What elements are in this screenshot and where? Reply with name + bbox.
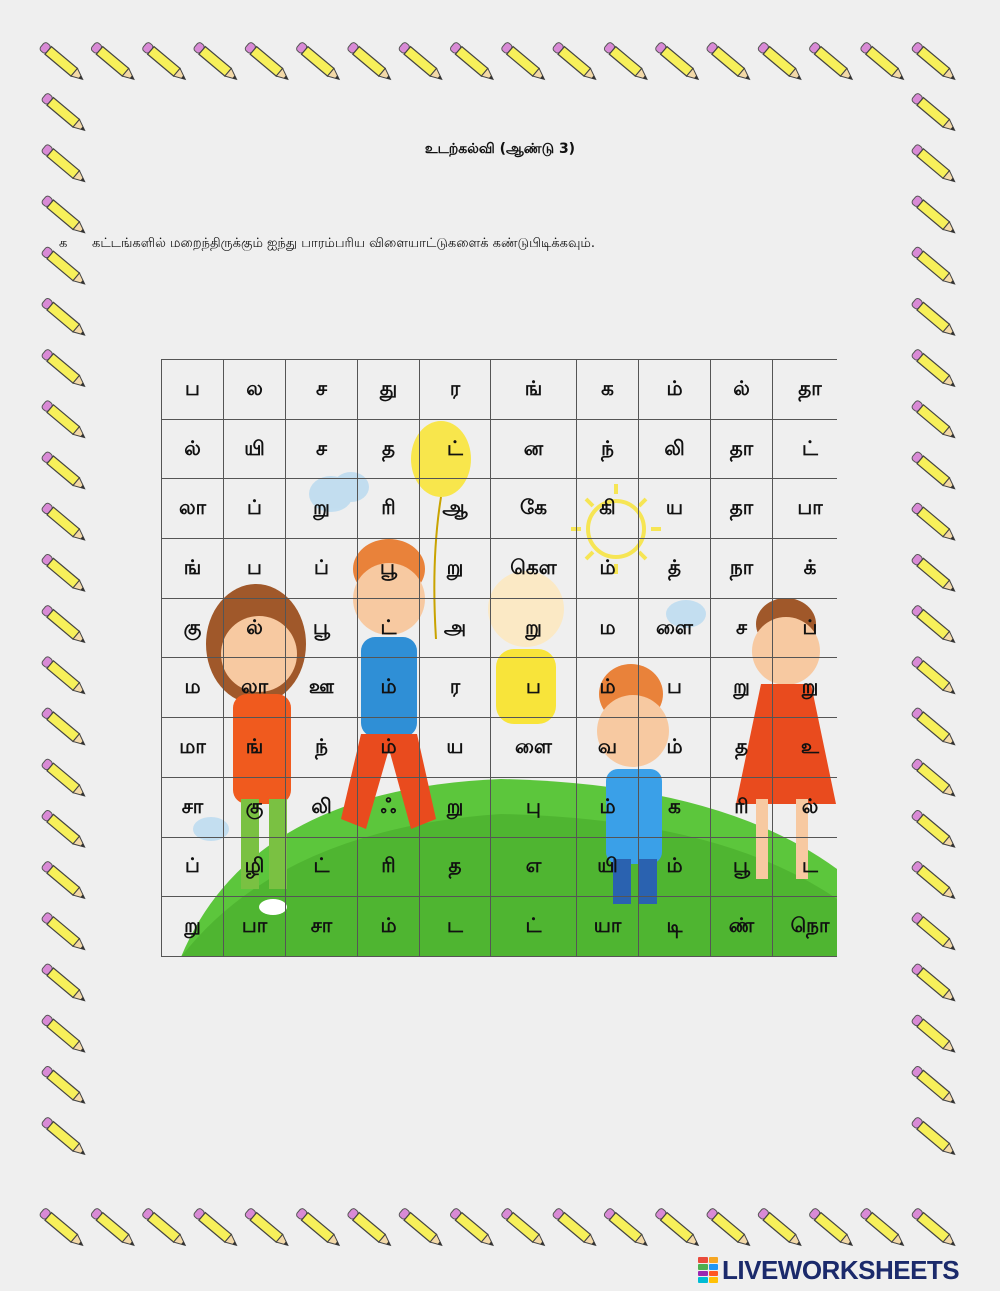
grid-cell[interactable]: தா <box>711 479 773 539</box>
grid-cell[interactable]: வ <box>577 718 639 778</box>
grid-cell[interactable]: ழி <box>224 837 286 897</box>
grid-cell[interactable]: மா <box>162 718 224 778</box>
grid-cell[interactable]: யா <box>577 897 639 957</box>
grid-cell[interactable]: று <box>773 658 838 718</box>
logo-square <box>709 1264 719 1270</box>
pencil-icon <box>347 41 394 83</box>
grid-cell[interactable]: ச <box>286 419 358 479</box>
grid-cell[interactable]: க் <box>773 539 838 599</box>
grid-cell[interactable]: று <box>286 479 358 539</box>
grid-row <box>162 598 838 658</box>
pencil-icon <box>501 1207 548 1249</box>
grid-cell[interactable]: ம் <box>358 658 420 718</box>
grid-cell[interactable]: கு <box>162 598 224 658</box>
pencil-icon <box>911 348 958 390</box>
grid-cell[interactable]: தா <box>711 419 773 479</box>
pencil-icon <box>911 1207 958 1249</box>
grid-cell[interactable]: பு <box>491 777 577 837</box>
grid-cell[interactable]: ளை <box>491 718 577 778</box>
pencil-icon <box>41 860 88 902</box>
grid-row <box>162 479 838 539</box>
logo-square <box>698 1257 708 1263</box>
pencil-icon <box>654 1207 701 1249</box>
grid-row <box>162 419 838 479</box>
grid-cell[interactable]: லி <box>286 777 358 837</box>
pencil-icon <box>911 502 958 544</box>
grid-cell[interactable]: ட் <box>420 419 491 479</box>
grid-cell[interactable]: ல் <box>162 419 224 479</box>
grid-cell[interactable]: ச <box>711 598 773 658</box>
grid-cell[interactable]: ட் <box>773 419 838 479</box>
grid-cell[interactable]: பா <box>224 897 286 957</box>
pencil-icon <box>552 1207 599 1249</box>
pencil-icon <box>603 1207 650 1249</box>
grid-cell[interactable]: ட் <box>358 598 420 658</box>
pencil-icon <box>911 195 958 237</box>
pencil-icon <box>911 604 958 646</box>
pencil-icon <box>41 707 88 749</box>
pencil-icon <box>552 41 599 83</box>
grid-cell[interactable]: லி <box>639 419 711 479</box>
grid-cell[interactable]: ன <box>491 419 577 479</box>
pencil-icon <box>244 41 291 83</box>
pencil-icon <box>911 41 958 83</box>
liveworksheets-logo <box>698 1254 959 1286</box>
pencil-icon <box>398 41 445 83</box>
grid-cell[interactable]: ஊ <box>286 658 358 718</box>
grid-cell[interactable]: று <box>420 539 491 599</box>
pencil-icon <box>41 604 88 646</box>
pencil-icon <box>808 41 855 83</box>
liveworksheets-logo-text: LIVEWORKSHEETS <box>722 1254 960 1285</box>
grid-cell[interactable]: ப் <box>286 539 358 599</box>
grid-cell[interactable]: ல <box>224 360 286 420</box>
grid-cell[interactable]: ந் <box>286 718 358 778</box>
grid-row <box>162 658 838 718</box>
pencil-icon <box>347 1207 394 1249</box>
grid-cell[interactable]: ரி <box>358 479 420 539</box>
grid-cell[interactable]: ல் <box>224 598 286 658</box>
grid-cell[interactable]: ப் <box>224 479 286 539</box>
pencil-icon <box>41 297 88 339</box>
grid-row <box>162 539 838 599</box>
pencil-icon <box>41 451 88 493</box>
pencil-icon <box>911 1014 958 1056</box>
grid-cell[interactable]: ட <box>420 897 491 957</box>
grid-cell[interactable]: ப <box>639 658 711 718</box>
grid-cell[interactable]: ம் <box>577 658 639 718</box>
grid-cell[interactable]: ட் <box>286 837 358 897</box>
grid-cell[interactable]: ல் <box>711 360 773 420</box>
pencil-icon <box>706 1207 753 1249</box>
pencil-icon <box>911 92 958 134</box>
grid-cell[interactable]: க <box>639 777 711 837</box>
grid-cell[interactable]: ப <box>224 539 286 599</box>
grid-cell[interactable]: று <box>162 897 224 957</box>
grid-cell[interactable]: ம் <box>358 897 420 957</box>
grid-cell[interactable]: த <box>420 837 491 897</box>
grid-cell[interactable]: ம <box>162 658 224 718</box>
grid-cell[interactable]: த் <box>639 539 711 599</box>
pencil-icon <box>860 1207 907 1249</box>
pencil-icon <box>911 246 958 288</box>
pencil-icon <box>41 553 88 595</box>
pencil-icon <box>39 1207 86 1249</box>
grid-cell[interactable]: ங் <box>224 718 286 778</box>
grid-cell[interactable]: ப் <box>773 598 838 658</box>
pencil-icon <box>41 195 88 237</box>
pencil-icon <box>41 92 88 134</box>
grid-cell[interactable]: லா <box>224 658 286 718</box>
grid-row <box>162 837 838 897</box>
pencil-icon <box>141 41 188 83</box>
pencil-icon <box>449 41 496 83</box>
grid-cell[interactable]: ட் <box>491 897 577 957</box>
worksheet-title: உடற்கல்வி (ஆண்டு 3) <box>424 141 576 157</box>
grid-cell[interactable]: ங் <box>491 360 577 420</box>
grid-cell[interactable]: க <box>577 360 639 420</box>
pencil-icon <box>911 963 958 1005</box>
grid-cell[interactable]: ச <box>286 360 358 420</box>
logo-square <box>709 1257 719 1263</box>
pencil-icon <box>244 1207 291 1249</box>
grid-cell[interactable]: ல் <box>773 777 838 837</box>
pencil-icon <box>41 809 88 851</box>
pencil-icon <box>41 400 88 442</box>
grid-cell[interactable]: ப <box>162 360 224 420</box>
pencil-icon <box>757 1207 804 1249</box>
logo-square <box>698 1264 708 1270</box>
pencil-icon <box>911 1065 958 1107</box>
grid-cell[interactable]: தா <box>773 360 838 420</box>
letter-grid <box>161 359 837 957</box>
logo-square <box>698 1271 708 1277</box>
grid-cell[interactable]: கே <box>491 479 577 539</box>
pencil-icon <box>911 758 958 800</box>
pencil-icon <box>398 1207 445 1249</box>
pencil-icon <box>41 1014 88 1056</box>
grid-cell[interactable]: ளை <box>639 598 711 658</box>
grid-cell[interactable]: ய <box>639 479 711 539</box>
pencil-icon <box>911 553 958 595</box>
grid-cell[interactable]: அ <box>420 598 491 658</box>
grid-cell[interactable]: ம் <box>639 360 711 420</box>
grid-cell[interactable]: ங் <box>162 539 224 599</box>
grid-cell[interactable]: எ <box>491 837 577 897</box>
grid-cell[interactable]: பூ <box>711 837 773 897</box>
pencil-icon <box>193 41 240 83</box>
grid-cell[interactable]: உ <box>773 718 838 778</box>
grid-row <box>162 360 838 420</box>
grid-row <box>162 718 838 778</box>
grid-cell[interactable]: யி <box>577 837 639 897</box>
pencil-icon <box>295 1207 342 1249</box>
pencil-icon <box>911 400 958 442</box>
logo-square <box>709 1277 719 1283</box>
instruction-text: கட்டங்களில் மறைந்திருக்கும் ஐந்து பாரம்பரிய விளையாட்டுகளைக் கண்டுபிடிக்கவும். <box>92 236 596 251</box>
pencil-icon <box>654 41 701 83</box>
grid-cell[interactable]: யி <box>224 419 286 479</box>
pencil-icon <box>193 1207 240 1249</box>
pencil-icon <box>757 41 804 83</box>
grid-cell[interactable]: த <box>358 419 420 479</box>
grid-cell[interactable]: ரி <box>711 777 773 837</box>
grid-cell[interactable]: ப <box>491 658 577 718</box>
pencil-icon <box>860 41 907 83</box>
grid-cell[interactable]: ப் <box>162 837 224 897</box>
grid-cell[interactable]: ம் <box>639 837 711 897</box>
grid-cell[interactable]: ஆ <box>420 479 491 539</box>
grid-cell[interactable]: த <box>711 718 773 778</box>
grid-cell[interactable]: சா <box>286 897 358 957</box>
grid-cell[interactable]: ய <box>420 718 491 778</box>
pencil-icon <box>141 1207 188 1249</box>
grid-cell[interactable]: ம் <box>358 718 420 778</box>
pencil-icon <box>41 246 88 288</box>
grid-cell[interactable]: கௌ <box>491 539 577 599</box>
grid-cell[interactable]: ம் <box>577 539 639 599</box>
pencil-icon <box>911 451 958 493</box>
grid-cell[interactable]: து <box>358 360 420 420</box>
pencil-icon <box>501 41 548 83</box>
pencil-icon <box>41 348 88 390</box>
logo-square <box>709 1271 719 1277</box>
grid-cell[interactable]: நா <box>711 539 773 599</box>
grid-cell[interactable]: கி <box>577 479 639 539</box>
grid-cell[interactable]: ம் <box>639 718 711 778</box>
grid-cell[interactable]: நொ <box>773 897 838 957</box>
grid-cell[interactable]: ம் <box>577 777 639 837</box>
pencil-icon <box>41 912 88 954</box>
grid-cell[interactable]: ட <box>773 837 838 897</box>
pencil-icon <box>808 1207 855 1249</box>
grid-cell[interactable]: கு <box>224 777 286 837</box>
pencil-icon <box>41 1116 88 1158</box>
grid-cell[interactable]: ர <box>420 658 491 718</box>
pencil-icon <box>706 41 753 83</box>
logo-square <box>698 1277 708 1283</box>
pencil-icon <box>295 41 342 83</box>
grid-row <box>162 777 838 837</box>
liveworksheets-logo-icon <box>698 1257 718 1283</box>
pencil-icon <box>911 656 958 698</box>
grid-cell[interactable]: ரி <box>358 837 420 897</box>
pencil-icon <box>911 707 958 749</box>
pencil-icon <box>449 1207 496 1249</box>
pencil-icon <box>911 809 958 851</box>
pencil-icon <box>41 758 88 800</box>
grid-cell[interactable]: று <box>491 598 577 658</box>
pencil-icon <box>90 41 137 83</box>
grid-cell[interactable]: ர <box>420 360 491 420</box>
pencil-icon <box>41 963 88 1005</box>
pencil-icon <box>41 656 88 698</box>
pencil-icon <box>603 41 650 83</box>
pencil-icon <box>39 41 86 83</box>
pencil-icon <box>90 1207 137 1249</box>
pencil-icon <box>911 912 958 954</box>
grid-cell[interactable]: று <box>420 777 491 837</box>
grid-row <box>162 897 838 957</box>
word-search-puzzle <box>161 359 837 957</box>
grid-cell[interactable]: பூ <box>358 539 420 599</box>
grid-cell[interactable]: ண் <box>711 897 773 957</box>
pencil-icon <box>911 860 958 902</box>
grid-cell[interactable]: று <box>711 658 773 718</box>
pencil-icon <box>911 1116 958 1158</box>
grid-cell[interactable]: லா <box>162 479 224 539</box>
grid-cell[interactable]: ம <box>577 598 639 658</box>
grid-cell[interactable]: பூ <box>286 598 358 658</box>
instruction-label: க <box>59 236 68 251</box>
pencil-icon <box>911 297 958 339</box>
grid-cell[interactable]: ஃ <box>358 777 420 837</box>
grid-cell[interactable]: சா <box>162 777 224 837</box>
pencil-icon <box>41 502 88 544</box>
grid-cell[interactable]: பா <box>773 479 838 539</box>
grid-cell[interactable]: ந் <box>577 419 639 479</box>
pencil-icon <box>41 1065 88 1107</box>
grid-cell[interactable]: டி <box>639 897 711 957</box>
